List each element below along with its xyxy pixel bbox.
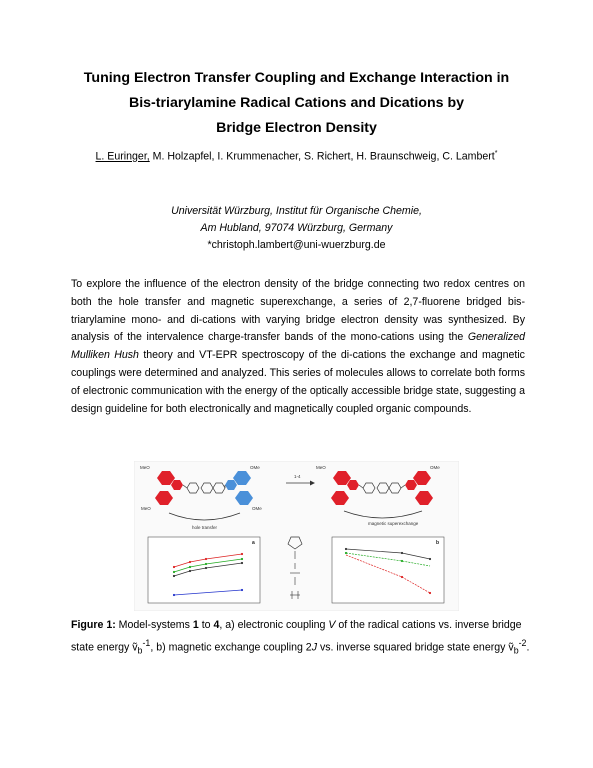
figure-caption	[71, 617, 531, 660]
caption-label: Figure 1:	[71, 619, 116, 631]
meo-label-bottom: MeO	[141, 506, 151, 511]
corresponding-email: *christoph.lambert@uni-wuerzburg.de	[207, 239, 386, 251]
caption-sup-2: -2	[518, 637, 527, 648]
title-line-1: Tuning Electron Transfer Coupling and Exchange Interaction in	[83, 70, 510, 86]
author-list	[40, 150, 553, 163]
meo-label-right-top: MeO	[316, 465, 326, 470]
title-line-2: Bis-triarylamine Radical Cations and Dications by	[128, 95, 465, 111]
paper-title	[40, 66, 553, 141]
figure-1	[134, 461, 459, 611]
affiliation	[40, 203, 553, 254]
ome-label-right-top: OMe	[430, 465, 440, 470]
ome-label-bottom: OMe	[252, 506, 262, 511]
caption-sup-1: -1	[142, 637, 151, 648]
caption-bold-4: 4	[213, 619, 220, 631]
affiliation-line-2: Am Hubland, 97074 Würzburg, Germany	[200, 222, 393, 234]
plot-a	[148, 537, 260, 603]
hole-transfer-label: hole transfer	[192, 525, 218, 530]
caption-text-1: Model-systems	[115, 619, 193, 631]
panel-b-label: b	[436, 540, 440, 546]
plot-b	[332, 537, 444, 603]
caption-text-6: vs. inverse squared bridge state energy ṽ	[317, 641, 514, 654]
caption-text-2: to	[198, 619, 214, 631]
ome-label-top: OMe	[250, 465, 260, 470]
affiliation-line-1: Universität Würzburg, Institut für Organische Chemie,	[171, 205, 422, 217]
caption-bold-1: 1	[192, 619, 199, 631]
caption-sub-1: b	[137, 645, 143, 656]
caption-symbol-v: V	[328, 619, 336, 631]
arrow-label: 1-4	[294, 474, 301, 479]
figure-graphic	[134, 461, 459, 611]
other-authors: M. Holzapfel, I. Krummenacher, S. Richert, H. Braunschweig, C. Lambert	[149, 150, 495, 163]
caption-text-5: , b) magnetic exchange coupling 2	[150, 641, 312, 654]
caption-sub-2: b	[513, 645, 519, 656]
first-author: L. Euringer,	[95, 150, 150, 163]
abstract-part-2: theory and VT-EPR spectroscopy of the di-cations the exchange and magnetic couplings were determined and analyzed. This series of molecules allows to correlate both forms of electronic communication with the energy of the optically accessible bridge state, suggesting a design guideline for both electronically and magnetically coupled organic compounds.	[71, 349, 525, 415]
caption-text-4: of the radical cations vs. inverse bridge state energy ṽ	[71, 619, 522, 654]
corresponding-mark: *	[494, 150, 498, 157]
caption-text-3: , a) electronic coupling	[219, 619, 329, 631]
panel-a-label: a	[252, 540, 255, 546]
title-line-3: Bridge Electron Density	[216, 120, 377, 136]
meo-label-top: MeO	[140, 465, 150, 470]
magnetic-superexchange-label: magnetic superexchange	[368, 521, 419, 526]
caption-symbol-j: J	[311, 641, 317, 654]
abstract	[71, 276, 525, 418]
abstract-part-1: To explore the influence of the electron density of the bridge connecting two redox centres on both the hole transfer and magnetic superexchange, a series of 2,7-fluorene bridged bis-triarylamine mono- and di-cations with varying bridge electron density was synthesized. By analysis of the intervalence charge-transfer bands of the mono-cations using the	[71, 278, 525, 344]
caption-text-7: .	[526, 641, 530, 654]
abstract-italic-term: Generalized Mulliken Hush	[71, 331, 525, 362]
